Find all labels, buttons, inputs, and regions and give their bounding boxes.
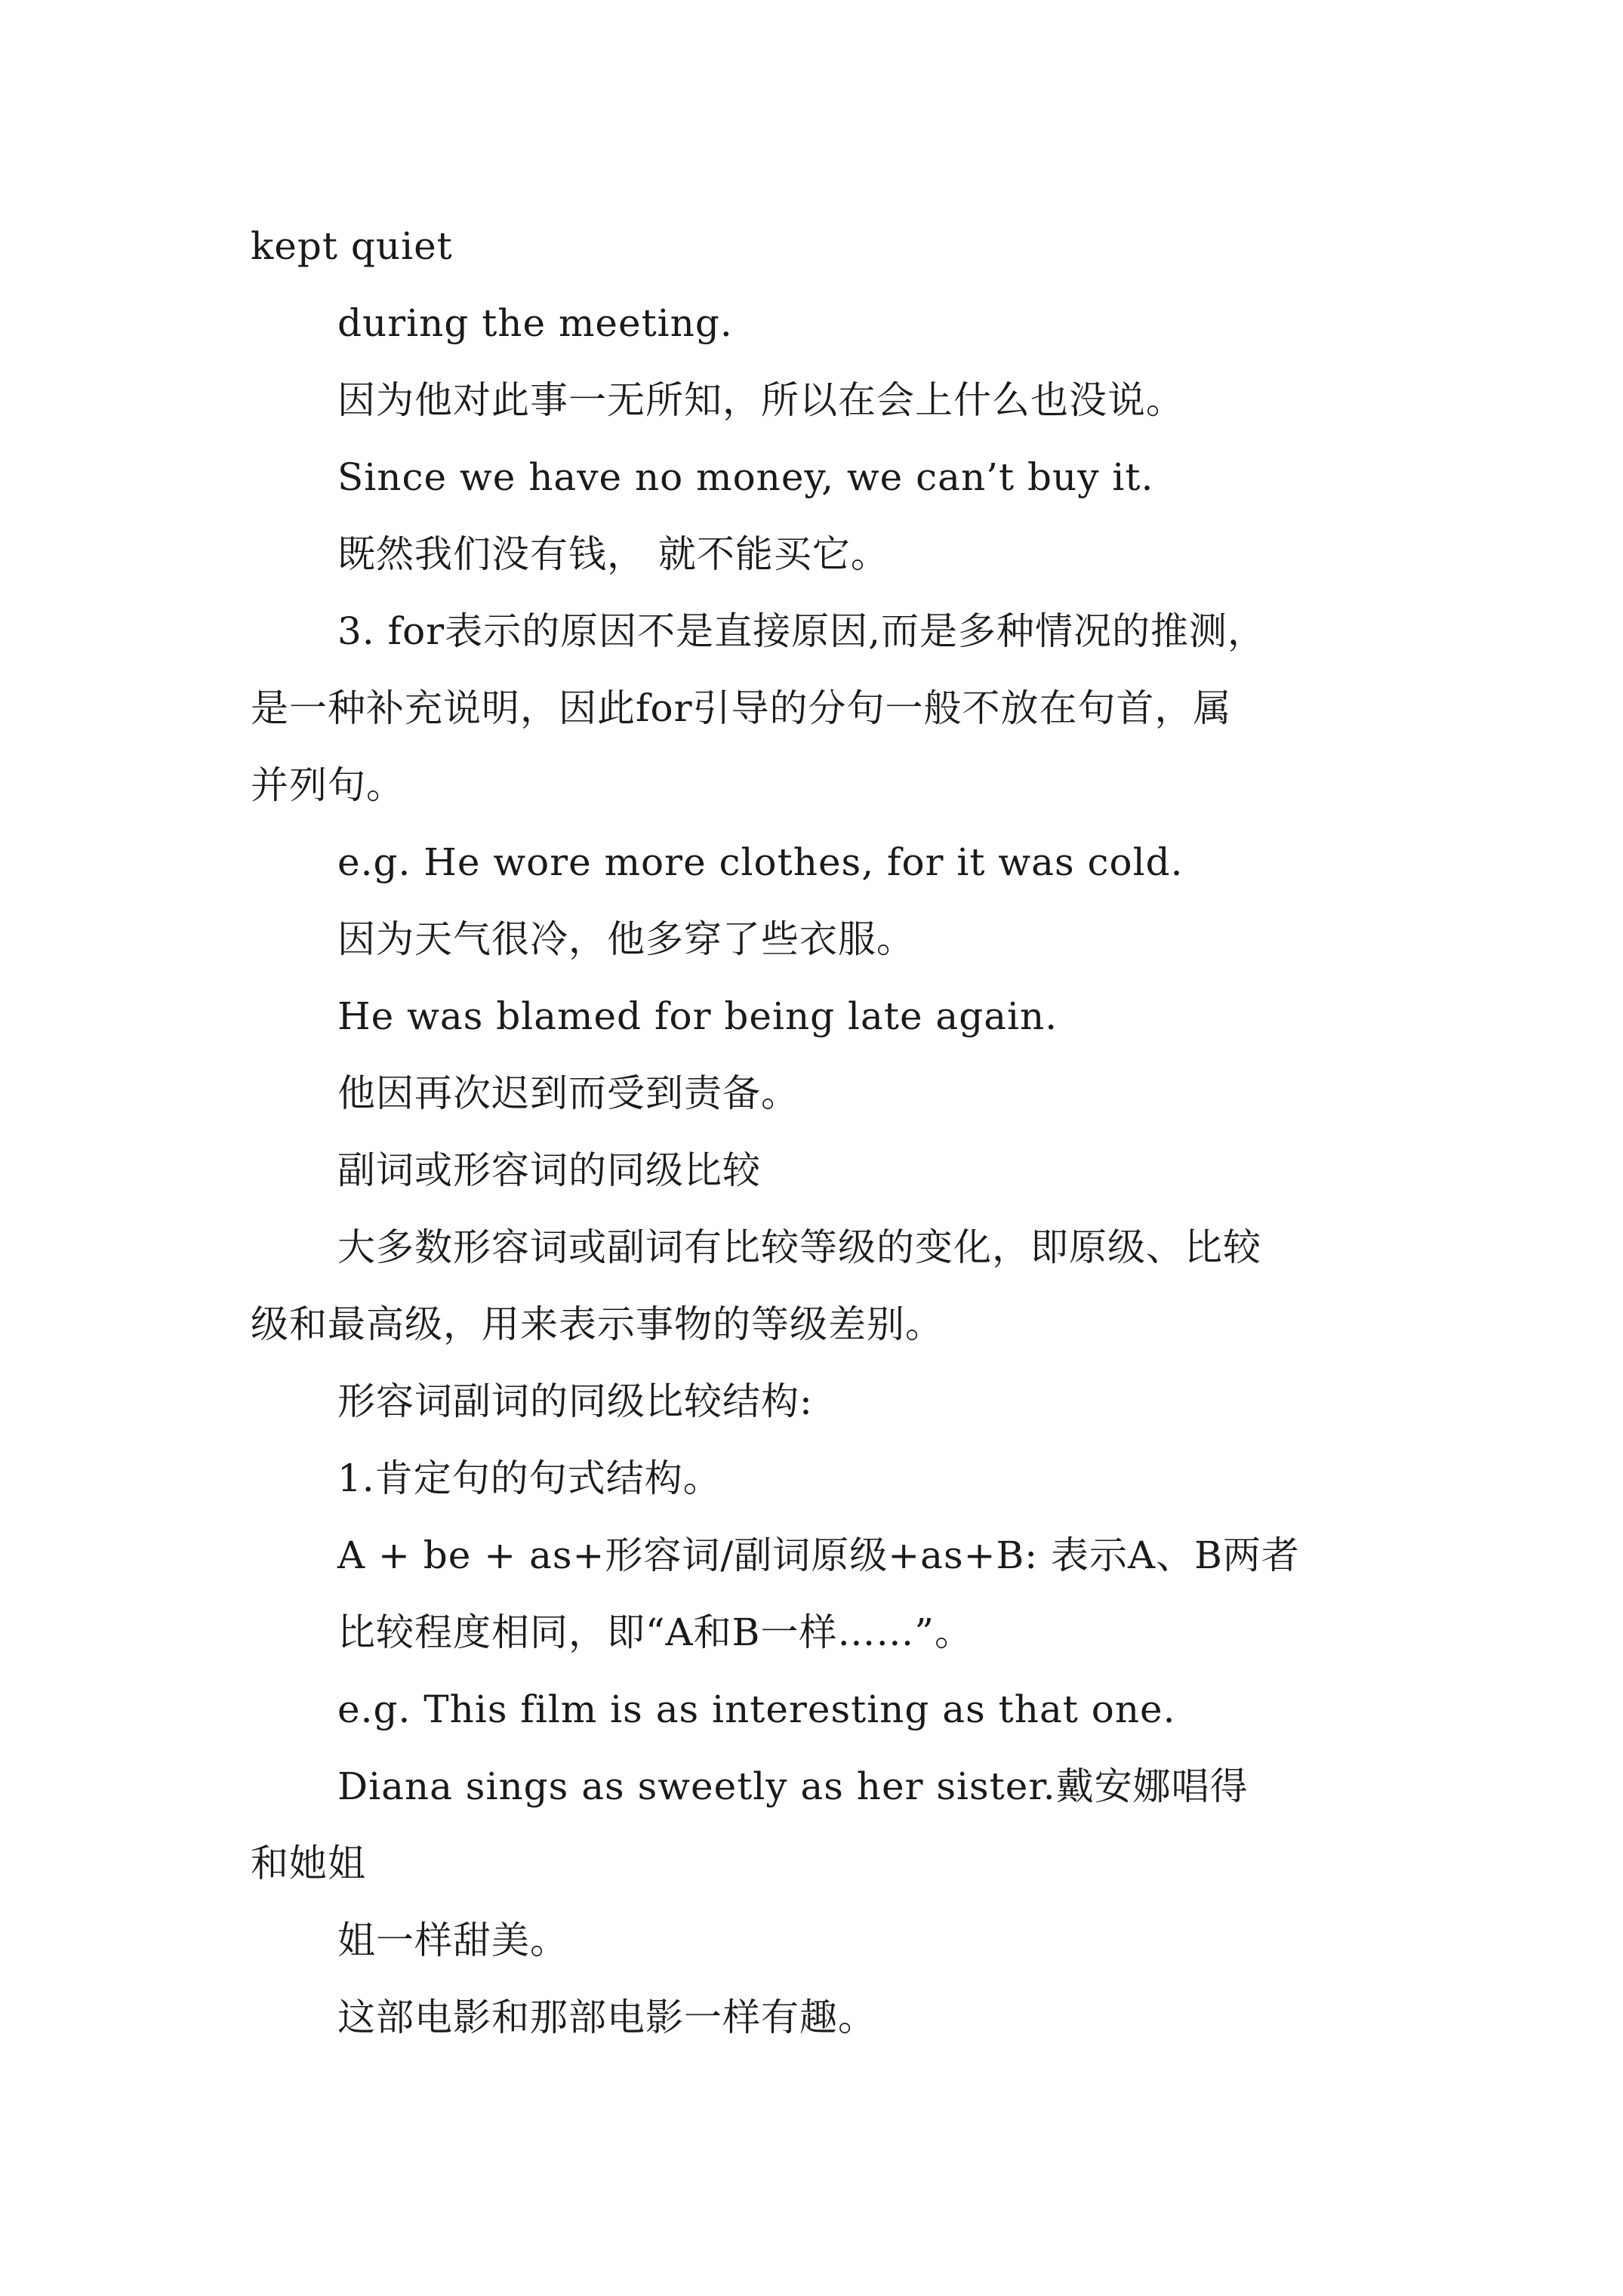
text-line-16: 形容词副词的同级比较结构:: [337, 1379, 813, 1423]
text-line-23: 姐一样甜美。: [337, 1918, 568, 1962]
text-line-11: He was blamed for being late again.: [337, 994, 1058, 1038]
text-line-19: 比较程度相同，即“A和B一样……”。: [337, 1610, 973, 1654]
text-line-21: Diana sings as sweetly as her sister.戴安娜唱得: [337, 1764, 1249, 1808]
text-line-3: 因为他对此事一无所知，所以在会上什么也没说。: [337, 378, 1184, 422]
text-line-12: 他因再次迟到而受到责备。: [337, 1071, 799, 1115]
text-line-2: during the meeting.: [337, 301, 733, 345]
text-line-10: 因为天气很冷，他多穿了些衣服。: [337, 917, 915, 961]
text-line-4: Since we have no money, we can’t buy it.: [337, 455, 1154, 499]
text-line-1: kept quiet: [251, 224, 453, 268]
text-line-20: e.g. This film is as interesting as that one.: [337, 1687, 1176, 1731]
text-line-15: 级和最高级，用来表示事物的等级差别。: [251, 1302, 944, 1346]
text-line-7: 是一种补充说明，因此for引导的分句一般不放在句首，属: [251, 686, 1232, 730]
text-line-18: A + be + as+形容词/副词原级+as+B: 表示A、B两者: [337, 1533, 1300, 1577]
text-line-6: 3. for表示的原因不是直接原因,而是多种情况的推测，: [337, 609, 1267, 653]
text-line-9: e.g. He wore more clothes, for it was cold.: [337, 840, 1184, 884]
text-line-13: 副词或形容词的同级比较: [337, 1148, 761, 1192]
text-line-5: 既然我们没有钱， 就不能买它。: [337, 532, 889, 576]
text-line-24: 这部电影和那部电影一样有趣。: [337, 1996, 876, 2039]
text-line-22: 和她姐: [251, 1841, 366, 1885]
text-line-17: 1.肯定句的句式结构。: [337, 1456, 722, 1500]
text-line-14: 大多数形容词或副词有比较等级的变化，即原级、比较: [337, 1225, 1261, 1269]
text-line-8: 并列句。: [251, 763, 405, 807]
